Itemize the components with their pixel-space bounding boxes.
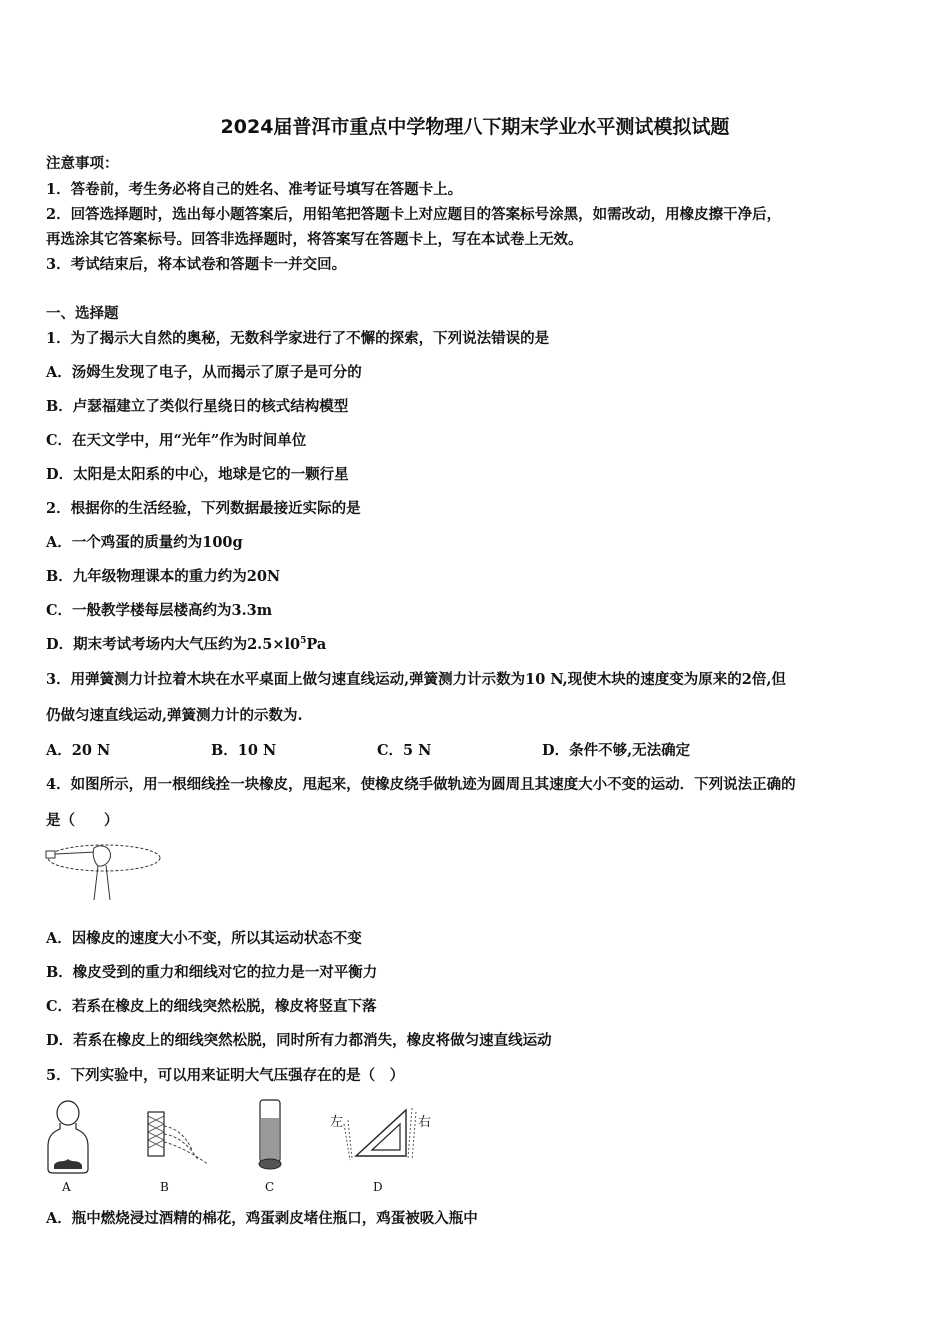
- notice-item-2: 2．回答选择题时，选出每小题答案后，用铅笔把答题卡上对应题目的答案标号涂黑，如需改动，用橡皮擦干净后，: [46, 206, 782, 223]
- q2-option-a: A．一个鸡蛋的质量约为100g: [46, 534, 243, 551]
- notice-heading: 注意事项：: [46, 155, 119, 172]
- q5-figure-label-c: C: [265, 1180, 275, 1194]
- q5-figure-label-a: A: [62, 1180, 71, 1194]
- q1-option-a: A．汤姆生发现了电子，从而揭示了原子是可分的: [46, 364, 362, 381]
- q3-option-d: D．条件不够,无法确定: [542, 742, 691, 759]
- q2-option-c: C．一般教学楼每层楼高约为3.3m: [46, 602, 273, 619]
- inverted-tube-figure: [256, 1098, 284, 1172]
- q5-figure-d-left-label: 左: [330, 1115, 344, 1130]
- notice-item-2-cont: 再选涂其它答案标号。回答非选择题时，将答案写在答题卡上，写在本试卷上无效。: [46, 231, 583, 248]
- q2-stem: 2．根据你的生活经验，下列数据最接近实际的是: [46, 500, 361, 517]
- q2-option-d: [46, 633, 326, 654]
- water-jets-can-figure: [142, 1106, 214, 1168]
- notice-item-1: 1．答卷前，考生务必将自己的姓名、准考证号填写在答题卡上。: [46, 181, 463, 198]
- q5-stem: 5．下列实验中，可以用来证明大气压强存在的是（ ）: [46, 1067, 405, 1084]
- q5-figure-label-d: D: [373, 1180, 383, 1194]
- q2-option-d-prefix: D．期末考试考场内大气压约为2.5: [46, 636, 273, 653]
- triangle-ruler-figure: [328, 1100, 438, 1162]
- q3-option-c: C．5 N: [377, 742, 432, 759]
- q5-option-a: A．瓶中燃烧浸过酒精的棉花，鸡蛋剥皮堵住瓶口，鸡蛋被吸入瓶中: [46, 1210, 478, 1227]
- egg-in-bottle-figure: [44, 1099, 92, 1175]
- q5-figure-d-right-label: 右: [418, 1115, 432, 1130]
- q2-option-d-exponent: 5: [300, 636, 307, 647]
- notice-item-3: 3．考试结束后，将本试卷和答题卡一并交回。: [46, 256, 347, 273]
- q4-option-c: C．若系在橡皮上的细线突然松脱，橡皮将竖直下落: [46, 998, 377, 1015]
- page-title: 2024届普洱市重点中学物理八下期末学业水平测试模拟试题: [220, 116, 730, 138]
- section-heading: 一、选择题: [46, 305, 119, 322]
- q2-option-b: B．九年级物理课本的重力约为20N: [46, 568, 281, 585]
- q3-stem-line2: 仍做匀速直线运动,弹簧测力计的示数为.: [46, 707, 303, 724]
- q1-option-d: D．太阳是太阳系的中心，地球是它的一颗行星: [46, 466, 349, 483]
- q2-option-d-times: ×l0: [272, 636, 301, 653]
- q4-stem-line1: 4．如图所示，用一根细线拴一块橡皮，甩起来，使橡皮绕手做轨迹为圆周且其速度大小不变的运动．下列说法正确的: [46, 776, 796, 793]
- q4-option-a: A．因橡皮的速度大小不变，所以其运动状态不变: [46, 930, 362, 947]
- q3-option-a: A．20 N: [46, 742, 111, 759]
- q1-option-b: B．卢瑟福建立了类似行星绕日的核式结构模型: [46, 398, 349, 415]
- q3-stem-line1: 3．用弹簧测力计拉着木块在水平桌面上做匀速直线运动,弹簧测力计示数为10 N,现使木块的速度变为原来的2倍,但: [46, 671, 786, 688]
- q4-option-d: D．若系在橡皮上的细线突然松脱，同时所有力都消失，橡皮将做匀速直线运动: [46, 1032, 552, 1049]
- q1-stem: 1．为了揭示大自然的奥秘，无数科学家进行了不懈的探索，下列说法错误的是: [46, 330, 550, 347]
- q4-stem-line2: 是（ ）: [46, 812, 119, 829]
- q4-option-b: B．橡皮受到的重力和细线对它的拉力是一对平衡力: [46, 964, 378, 981]
- rotating-eraser-figure: [44, 836, 164, 902]
- q2-option-d-unit: Pa: [306, 636, 327, 653]
- q1-option-c: C．在天文学中，用“光年”作为时间单位: [46, 432, 307, 449]
- q5-figure-label-b: B: [160, 1180, 169, 1194]
- q3-option-b: B．10 N: [211, 742, 277, 759]
